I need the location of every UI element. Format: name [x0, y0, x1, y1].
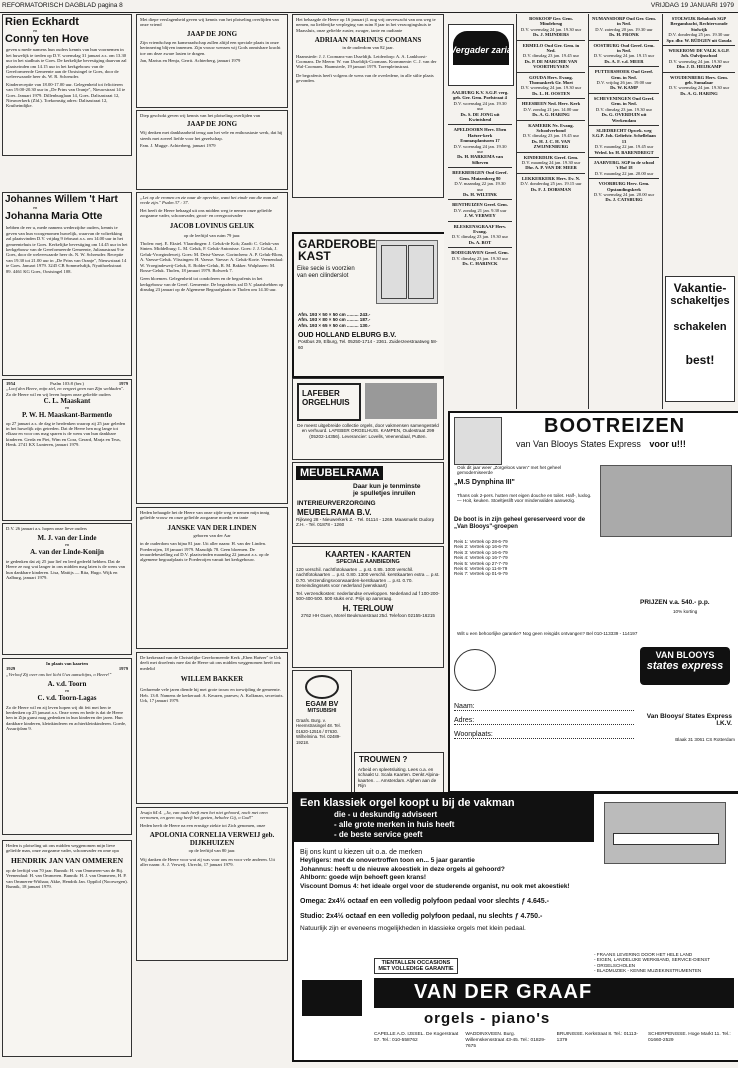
obituary-verweij — [136, 807, 288, 961]
ad-garderobe — [292, 232, 444, 378]
boat-note: De boot is in zijn geheel gereserveerd voor de „Van Blooys"-groepen — [454, 517, 586, 530]
word-en: en — [64, 405, 70, 411]
meeting-time: D.V. dinsdag 23 jan. 19.45 uur — [522, 53, 580, 59]
separator — [589, 178, 659, 179]
ad-title: BOOTREIZEN — [544, 415, 686, 437]
price: PRIJZEN v.a. 540.- p.p. — [640, 599, 710, 606]
meeting-time: D.V. donderdag 25 jan. 19.15 uur — [520, 181, 582, 187]
body: geven u mede namens hun ouders kennis van hun voornemen in het huwelijk te treden op D.V. woensdag 31 januari a.s. om 13.30 uur in het stadhuis te Goes. De kerkelijke bevestiging daarvan zal plaatsvinden om 14.15 uur in het kerkgebouw van de Gereformeerde Gemeente aan de Oostsingel te Goes, door de weleerwaarde heer ds. W. R. Schreuder. — [6, 47, 127, 80]
meeting-speaker: Spr. dhr. W. BÜDGEN uit Gouda — [666, 37, 732, 43]
word-en: en — [64, 688, 70, 694]
separator — [589, 93, 659, 94]
trip-row: Reis 4: Vertrek op 16-7-79 — [454, 555, 508, 561]
info: Wilt u een behoorlijke garantie? Nog geen reisgids ontvangen? Bel 010-113339 - 114197 — [457, 631, 638, 636]
verse: „Loof den Heere, mijn ziel, en vergeet geen van Zijn weldaden". — [6, 386, 125, 392]
separator — [663, 72, 735, 73]
person-2: A. van der Linde-Konijn — [30, 547, 104, 556]
meeting-time: D.V. zondag 21 jan. 14.00 uur — [523, 106, 579, 112]
family-list: Tholen: mej. E. Ekstel. Vlaardingen: J. Geluk-de Kok; Zaadt: C. Geluk-van Sinten. Middelburg: L. M. Geluk, F. Geluk-Antonisse. Goes: J. J. Geluk, J. Geluk-Vroegindeweij. Goes: M. Deist-Vaesse. Gorinchem: A. P. Geluk-Blom, A. Vaesse-Geluk. Vlissingen: H. Vaesse. Vaesse: A. Geluk-Korte. Veenendaal: W. Vroegindeweij-Geluk, E. Bolder-Geluk, R. M. Bakker. Walpharen: M. Bosse-Geluk. Tholen, 18 januari 1979. Bolwerk 7. — [140, 241, 284, 274]
meeting-speaker: Ds. F. J. DOBSMAN — [530, 186, 572, 192]
meeting-time: D.V. woensdag 24 jan. 19.30 uur — [668, 85, 730, 91]
list-line-3: Johannus: heeft u de nieuwe akoestiek in deze orgels al gehoord? — [300, 865, 505, 873]
meeting-title: AALBURG K.V. S.G.P. verg. geb. Ger. Gem. Poelstraat 4 — [451, 90, 509, 101]
header-left: REFORMATORISCH DAGBLAD pagina 8 — [2, 2, 123, 9]
price-list — [298, 312, 440, 350]
vakantie-line-1: Vakantie- — [673, 281, 727, 295]
meeting-title: APELDOORN Herv. Eben Haëzer-kerk Emmasplantsoen 17 — [453, 127, 507, 144]
deceased-name: JAAP DE JONG — [186, 29, 238, 38]
headline-banner — [294, 794, 594, 842]
ad-subtitle: SPECIALE AANBIEDING — [336, 559, 400, 565]
ship-image — [600, 465, 732, 537]
meeting-list — [589, 16, 659, 203]
meeting-title: BOSKOOP Ger. Gem. Mindebrug — [529, 16, 573, 27]
separator — [517, 98, 585, 99]
store-address: BRUINISSE. Kerkstraat 8. Tel.: 01113-1379 — [556, 1032, 638, 1043]
ad-van-der-graaf — [292, 792, 738, 1062]
organ-image — [604, 802, 726, 864]
service-4: - BLADMUZIEK - KENNE MUZIEKINSTRUMENTEN — [594, 968, 702, 974]
body: op de leeftijd van 70 jaar. Bunnik: H. van Ommeren-van de Bij. Veenendaal: H. van Ommeren. Bunnik: H. J. van Ommeren, H. P. van Ommeren-Withaar, Akke, Hendrik Jan. Oppilol (Noorwegen). Bunnik, 18 januari 1979. — [6, 867, 128, 890]
meeting-speaker: Ds. G. OVERDUIN uit Werkendam — [601, 112, 647, 123]
vakantie-box — [665, 276, 735, 402]
meeting-speaker: Dhr. A. P. VAN DE MEER — [525, 165, 577, 171]
meeting-time: D.V. maandag 22 jan. 19.30 uur — [454, 181, 506, 192]
name-2: Conny ten Hove — [5, 33, 89, 46]
meeting-time: D.V. woensdag 24 jan. 19.30 uur — [668, 58, 730, 64]
year-to: 1979 — [118, 666, 128, 672]
address: Graafs. Burg. v. Heemstrasingel 48. Tel. 01620-12516 / 07630. Wilhelmina. Tel. 02489-19218. — [296, 718, 341, 745]
person-2: C. v.d. Toorn-Lagas — [37, 693, 97, 702]
list-line-7: Studio: 2x4½ octaaf en een volledig polyfoon pedaal, nu slechts ƒ 4.750.- — [300, 913, 543, 920]
meeting-title: SLIEDRECHT Opwek. weg S.G.P. Joh. Geliefstr. Schellelaan 13 — [592, 127, 656, 144]
word-en: en — [64, 542, 70, 548]
reception: Kinderreceptie van 18.00-17.00 uur. Gelegenheid tot feliciteren van 19.00-20.30 uur in „De Prins van Oranje", Nieuwstraat 14 te Goes. Januari 1979. Dillenburglaan 14, Goes. Dalisastraat 12, Nieuwerkerk (Zld.). Toekomstig adres: Dalisastraat 12, Kruiheindijke. — [6, 81, 126, 109]
headline-3: - alle grote merken in huis heeft — [334, 820, 455, 829]
column-7 — [662, 14, 737, 409]
meeting-time: D.V. maandag 24 jan. 19.30 uur — [521, 159, 581, 165]
body: Wij danken de Heere voor wat zij was voor ons en voor vele anderen. Uit aller naam: A. J. Verweij. Utrecht, 17 januari 1979. — [140, 856, 275, 868]
ad-kaarten — [292, 546, 444, 668]
meeting-title: GOUDA Herv. Evang. Thomaskerk Gr. Moet — [529, 74, 573, 86]
meeting-speaker: Ds. W. KAMP — [610, 85, 638, 91]
service-2: - EIGEN, LANDELIJKE WERKBAND, SERVICE-DIENST — [594, 957, 711, 963]
meeting-time: D.V. woensdag 24 jan. 19.30 uur — [520, 26, 582, 32]
name-1: Johannes Willem 't Hart — [5, 194, 118, 205]
signature: Fam. J. Mugge. Achterberg, januari 1979 — [140, 143, 216, 149]
intro: Heden is plotseling uit ons midden weggenomen mijn lieve geliefde man, onze zorgzame vader, schoonvader en ome opa — [6, 843, 119, 854]
meeting-title: VOORBURG Herv. Gem. Opstandingskerk — [598, 181, 650, 192]
meeting-time: D.V. maandag 22 jan. 20.00 uur — [594, 170, 654, 176]
meeting-list — [517, 16, 585, 192]
ad-company: OUD HOLLAND ELBURG B.V. — [298, 332, 397, 340]
meeting-title: BLESKENSGRAAF Herv. Evang. — [453, 223, 507, 234]
ad-address: Postbus 29, Elburg, Tel. 05250-1714 - 2361. Zuiderzeestraatweg 58-60 — [298, 339, 438, 350]
separator — [517, 40, 585, 41]
ad-bootreizen — [448, 411, 738, 793]
meeting-list — [448, 90, 512, 266]
column-1 — [2, 14, 132, 1064]
column-4 — [448, 14, 514, 409]
separator — [448, 167, 512, 168]
person-1: C. L. Maaskant — [43, 397, 91, 406]
meeting-title: BODEGRAVEN Geref. Gem. — [451, 250, 509, 256]
separator — [448, 199, 512, 200]
meeting-time: D.V. woensdag 24 jan. 19.15 uur — [593, 53, 655, 59]
meeting-speaker: J. W. VERWEY — [464, 213, 496, 219]
body: De begrafenis heeft volgens de wens van de overledene, in alle stilte plaats gevonden. — [296, 72, 434, 84]
ad-body: Eike secie is voorzien van een cilinderslot — [297, 266, 355, 279]
meeting-title: SCHEVENINGEN Oud Geref. Gem. in Ned. — [593, 95, 655, 107]
trip-row: Reis 2: Vertrek op 16-6-79 — [454, 544, 508, 550]
lafeber-logo — [297, 383, 361, 421]
discount: 10% korting — [673, 609, 698, 614]
vakantie-line-4: best! — [685, 353, 715, 367]
meeting-title: ERMELO Oud Ger. Gem. in Ned. — [522, 42, 580, 54]
anniversary-van-der-linde — [2, 523, 132, 655]
deceased-name: JANSKE VAN DER LINDEN — [167, 523, 257, 532]
trip-row: Reis 3: Vertrek op 16-6-79 — [454, 549, 508, 555]
ad-body: De meest uitgebreide collectie orgels, door vakmensen samengesteld en verhuurd. LAFEBER ORGELHUIS. KAMPEN, Oudestraat 299 (05202-14356). Leverancier: Lovells, Veenendaal, Putten. — [297, 423, 439, 439]
separator — [517, 152, 585, 153]
trip-row: Reis 7: Vertrek op 01-9-79 — [454, 571, 508, 577]
egam-logo-icon — [305, 675, 339, 699]
body: Wij denken met dankbaarheid terug aan het vele en enthousiaste werk, dat hij steeds met zoveel liefde voor het gezelschap. — [140, 130, 283, 141]
meeting-title: PUTTERSHOEK Oud Geref. Gem. in Ned. — [594, 69, 654, 80]
ad-foot: Tel. verzendkosten: nederlandse enveloppen. Nederland ad f 100-200-500-400-500. 500 stuks enz. Prijs op aanvraag. — [296, 590, 440, 602]
separator — [448, 221, 512, 222]
obituary-van-der-linden — [136, 507, 288, 649]
deceased-name: ADRIAAN MARINUS COOMANS — [314, 36, 422, 45]
ad-title: MEUBELRAMA — [296, 466, 383, 480]
meeting-time: D.V. woensdag 24 jan. 20.00 uur — [593, 191, 655, 197]
meeting-time: D.V. zondag 21 jan. 9.30 uur — [453, 207, 507, 213]
person-1: A. v.d. Toorn — [47, 680, 87, 689]
reisbureau-logo — [454, 649, 496, 691]
verse: „Let op de vromen en zie naar de oprechte, want het einde van die man zal vrede zijn." Psalm 37 : 37. — [140, 195, 278, 206]
trip-row: Reis 6: Vertrek op 11-8-79 — [454, 566, 508, 572]
price-row-3: Afm. 193 × 65 × 50 cm ......... 130.- — [298, 322, 371, 328]
intro: Heden heeft de Heere na een ernstige ziekte tot Zich genomen, onze — [140, 822, 266, 828]
meeting-speaker: Ds. J. MIJNDERS — [533, 32, 569, 38]
tagline-1: Daar kun je tenminste — [353, 483, 421, 490]
meeting-title: WEKEROM/ DE VALK S.G.P. Joh. Oalvijnschool — [668, 48, 730, 59]
ad-egam — [292, 670, 352, 800]
store-address: WADDINXVEEN. Burg. Willemskensstraat 43-45. Tel.: 01829-7675 — [465, 1032, 546, 1049]
ad-body: 120 verschil. nachtfotokaarten ... p.st. 0.85. 1000 verschil. nachtfotokaarten ... p.st. 0.80. 1300 verschil. kerstkaarten extra ... p.st. 0.70. Verzendingsvoorwaarden-kerstkaarten ... p.st. 0.70. Eeneindingssets voor nederland (wenskaart) — [296, 567, 440, 589]
meeting-speaker: Ds. A. G. HARING — [532, 112, 570, 118]
meeting-time: D.V. woensdag 24 jan. 19.30 uur — [520, 85, 582, 91]
announcement-eckhardt — [2, 14, 132, 156]
ad-title: TROUWEN ? — [359, 755, 408, 764]
separator — [663, 45, 735, 46]
meeting-time: D.V. dinsdag 23 jan. 19.45 uur — [522, 133, 580, 139]
year-to: 1979 — [118, 381, 128, 386]
meeting-speaker: Dhr. J. D. HEIJKAMP — [676, 64, 722, 70]
anniversary-toorn — [2, 658, 132, 835]
intro: Zo de Heere wil en wij leven hopen onze geliefde ouders — [6, 391, 111, 397]
van-der-graaf-logo — [302, 980, 362, 1016]
meeting-time: D.V. zaterdag 20 jan. 19.30 uur — [595, 26, 653, 32]
headline-4: - de beste service geeft — [334, 830, 423, 839]
deceased-name: APOLONIA CORNELIA VERWEIJ geb. DIJKHUIZEN — [149, 831, 275, 848]
ad-lafeber — [292, 378, 444, 460]
column-6 — [588, 14, 661, 409]
meeting-title: NUMANSDORP Oud Ger. Gem. in Ned. — [592, 16, 657, 27]
ad-title: GARDEROBE KAST — [298, 237, 377, 263]
name-field[interactable]: Naam: — [454, 703, 634, 711]
organ-image — [365, 383, 437, 419]
meeting-list — [663, 16, 735, 96]
list-line-4: Ahlborn: goede wijn behoeft geen krans! — [300, 874, 427, 881]
headline-1: Een klassiek orgel koopt u bij de vakman — [300, 797, 515, 809]
logo-text: VAN BLOOYS — [655, 650, 715, 660]
arrangements: Geen bloemen. Gelegenheid tot condoleren en de begrafenis in het kerkgebouw van de Geref. Gemeente. De begrafenis zal D.V. plaatshebben op dinsdag 23 januari op de Algemene Begraafplaats te Tholen om 14.30 uur. — [140, 276, 284, 293]
service-1: - FRAANS LEVERING DOOR HET HELE LAND — [594, 952, 693, 957]
meeting-title: KINDERDIJK Geref. Gem. — [523, 154, 579, 160]
intro: De kerkeraad van de Christelijke Gereformeerde Kerk „Eben Haëzer" te Urk deelt met droefenis mee dat de Heere uit ons midden weggenomen heeft ons medelid — [140, 655, 282, 671]
address: Rijkweg 28 - Nieuwerkerk Z. - Tel. 01114 - 1269. Maasmarkt Oudorp Z.H. - Tel. 01878 - 1260 — [296, 517, 435, 528]
age: op de leeftijd van 80 jaar. — [188, 848, 236, 854]
obituary-geluk — [136, 192, 288, 504]
column-5 — [516, 14, 587, 409]
address-row — [374, 1032, 734, 1049]
signature: Jan, Marius en Henja, Gerrit. Achterberg, januari 1979 — [140, 58, 241, 64]
body: te gedenken dat zij 25 jaar lief en leed gedeeld hebben. Dat de Heere ze nog wat langer in ons midden mag laten is de wens van hun dankbare kinderen. Lisa, Mattijs — Rita, Hugo. Wijk en Aalburg, januari 1979. — [6, 558, 126, 581]
body: hebben de eer u, mede namens wederzijdse ouders, kennis te geven van hun voorgenomen huwelijk, waarvan de voltrekking zal plaatsvinden D.V. vrijdag 9 februari a.s. om 14.00 uur in het gemeentehuis te Goes. Kerkelijke bevestiging om 14.45 uur in het kerkgebouw van de Gereformeerde Gemeente, Julianastraat 9 te Goes, door de weleerwaarde heer ds. N. W. Schreuder. Receptie van 19.30 tot 21.00 uur in „De Prins van Oranje", Nieuwstraat 14 te Goes. Januari 1979. 3245 CB Sommelsdijk, Nyatthoekstraat 89. 4461 KG Goes, Oostsingel 108. — [6, 225, 128, 274]
meeting-title: LEKKERKERK Herv. Ev. N. — [521, 175, 581, 181]
age: op de leeftijd van ruim 79 jaar. — [183, 232, 241, 238]
word-en: en — [33, 28, 38, 33]
deceased-name: JACOB LOVINUS GELUK — [169, 221, 255, 230]
separator — [589, 40, 659, 41]
family-list: Haamstede: J. J. Coomans-van IJsseldijk. Leiderdorp: A. A. Lankhorst-Coomans. De Meern: W. van IJsseldijk-Coomans. Krommenie: C. J. van der Wal-Coomans. Haamstede, 19 januari 1979. Torenpleinstraat. — [296, 53, 437, 70]
obituary-bakker — [136, 652, 288, 804]
meeting-time: D.V. donderdag 25 jan. 19.30 uur — [668, 32, 730, 38]
store-address: CAPELLE A.D. IJSSEL. De Kogerstraat 57. Tel.: 010-558762 — [374, 1032, 459, 1043]
meeting-title: JAARVERG. SGP in de school 't Hof 18 — [593, 159, 655, 171]
intro: Het behaagde de Heere op 16 januari jl. nog vrij onverwacht van ons weg te nemen, na liefderijke verpleging van ruim 8 jaar in het verzorgingshuis te Maassluis, onze geliefde zuster, zwager, tante en oudtante — [296, 17, 436, 33]
separator — [589, 125, 659, 126]
ad-body: Arbeid en spleetsluiting. Lees o.a. en schaakt U. Scala Kaarten. Denkt Alpina-kaarten. ... Amsterdam. Alphen aan de Rijn — [358, 767, 440, 789]
ad-subtitle: MITSUBISHI — [307, 708, 337, 714]
person-1: M. J. van der Linde — [37, 534, 97, 543]
meeting-time: D.V. vrijdag 26 jan. 19.00 uur — [596, 80, 652, 86]
meeting-time: D.V. woensdag 24 jan. 19.30 uur — [453, 100, 507, 112]
meeting-speaker: Ds. A. F. v.d. MEER — [604, 58, 644, 64]
meeting-speaker: Ds. A. G. HARING — [680, 90, 718, 96]
meeting-title: WOUDENBERG Herv. Gem. geb. Sumalaar — [670, 74, 728, 86]
company-name: H. TERLOUW — [342, 604, 394, 614]
announcement-t-hart — [2, 192, 132, 376]
title: D.V. 26 januari a.s. hopen onze lieve ouders — [6, 526, 87, 531]
separator — [448, 124, 512, 125]
verse: Jesaja 64:4. „Ja, van ouds heeft men het niet gehoord, noch met oren vernomen, en geen oog heeft het gezien, behalve Gij, o God!" — [140, 810, 268, 821]
meeting-title: BENTHUIZEN Geref. Gem. — [452, 202, 508, 208]
meeting-speaker: Ds. J. CATSBURG — [605, 197, 643, 203]
separator — [448, 247, 512, 248]
meeting-speaker: Ds. C. HARINCK — [462, 260, 498, 266]
page-header — [0, 2, 738, 13]
wardrobe-image — [376, 240, 438, 304]
address: 2762 HH Guen, Morel Beukmanstraat 25d. Telefoon 02155-16215 — [301, 613, 435, 619]
occasions-badge: TIENTALLEN OCCASIONS MET VOLLEDIGE GARANTIE — [374, 958, 458, 974]
meeting-speaker: Ds. H. HARKEMA van Silbeven — [457, 154, 503, 165]
verse: „Verloof Zij over ons het licht Uws aanschijns, o Heere!" — [6, 671, 112, 677]
vergaderingen-logo — [448, 24, 514, 86]
subtitle-row — [516, 439, 686, 449]
vakantie-line-3: schakelen — [673, 321, 727, 333]
meeting-time: D.V. maandag 22 jan. 19.45 uur — [594, 144, 654, 150]
meeting-time: D.V. dinsdag 23 jan. 19.30 uur — [451, 255, 509, 261]
psalm: Psalm 103:8 (ber.) — [50, 381, 84, 386]
meeting-title: BEEKBERGEN Oud Geref. Gem. Muizenberg 80 — [452, 170, 508, 181]
ad-title: LAFEBER ORGELHUIS — [302, 389, 350, 407]
store-address: SCHERPENISSE. Hoge Markt 11. Tel.: 01660-2529 — [647, 1032, 731, 1043]
body: Zo de Heere wil en zij leven hopen wij dit feit met hen te herdenken op 25 januari a.s. Onze wens en bede is dat de Heere hen in Zijn gunst mag gedenken in hun kinderen der jaren. Hun dankbare kinderen, kleinkinderen en achterkleinkinderen. Goede, Assurijdam 9. — [6, 704, 127, 732]
van-blooys-logo — [640, 647, 730, 685]
body: Gedurende vele jaren diende hij met grote trouw en toewijding de gemeente. Heb. 13:8. Namens de kerkeraad: A. Keuzen, praeses; A. Kolkman, secretaris. Urk, 17 januari 1979. — [140, 687, 284, 704]
meeting-time: D.V. woensdag 24 jan. 19.30 uur — [453, 143, 507, 155]
meeting-speaker: Ds. A. BOT — [468, 239, 492, 245]
meeting-title: OOSTBURG Oud Geref. Gem. in Ned. — [593, 42, 655, 54]
ad-title: KAARTEN - KAARTEN — [325, 550, 411, 559]
address-field[interactable]: Adres: — [454, 717, 634, 725]
meeting-speaker: Ds. L. H. OOSTEN — [532, 90, 570, 96]
obituary-jaap-de-jong-1 — [136, 14, 288, 108]
vakantie-line-2: schakeltjes — [670, 295, 730, 307]
ship-logo — [454, 417, 502, 465]
meeting-time: D.V. dinsdag 23 jan. 19.30 uur — [451, 234, 509, 240]
ship-name: „M.S Dynphina III" — [454, 479, 515, 486]
ad-meubelrama — [292, 462, 444, 544]
deceased-name: HENDRIK JAN VAN OMMEREN — [10, 855, 124, 865]
intro: Met diepe verslagenheid geven wij kennis van het plotseling overlijden van onze vriend — [140, 17, 279, 28]
brand-tagline: orgels - piano's — [424, 1010, 551, 1027]
body: in de ouderdom van bijna 81 jaar. Uit aller naam: H. van der Linden. Poederoijen, 18 januari 1979. Maasdijk 78. Geen bloemen. De teraardebestelling zal D.V. plaatsvinden maandag 22 januari a.s. op de algemene begraafplaats te Poederoijen vanuit het kerkgebouw. — [140, 541, 269, 563]
meeting-speaker: Weled. br. H. BARENDREGT — [594, 149, 654, 155]
meeting-speaker: Ds. H. J. C. H. VAN ZWIJNENBURG — [531, 138, 571, 150]
column-2 — [136, 14, 288, 1064]
brand-list — [300, 848, 600, 934]
list-line-2: Heyligers: met de onovertroffen toon en... 5 jaar garantie — [300, 857, 475, 864]
brand-banner — [374, 978, 734, 1008]
headline-2: die - u deskundig adviseert — [334, 810, 438, 819]
anniversary-maaskant — [2, 379, 132, 521]
header-right: VRIJDAG 19 JANUARI 1979 — [650, 2, 734, 9]
person-2: P. W. H. Maaskant-Barmentlo — [22, 410, 112, 419]
list-line-6: Omega: 2x4½ octaaf en een volledig polyfoon pedaal voor slechts ƒ 4.645.- — [300, 898, 549, 905]
intro: Heden behaagde het de Heere van onze zijde weg te nemen mijn innig geliefde vrouw en onze geliefde zorgzame moeder en tante — [140, 510, 270, 521]
subtitle: INTERIEURVERZORGING — [297, 500, 376, 507]
deceased-name: WILLEM BAKKER — [180, 675, 244, 684]
ad-subtitle: van Van Blooys States Express — [516, 439, 641, 449]
obituary-coomans — [292, 14, 444, 198]
deceased-name: JAAP DE JONG — [186, 120, 238, 129]
obituary-van-ommeren — [2, 840, 132, 1057]
separator — [517, 173, 585, 174]
body: op 27 januari a.s. de dag te herdenken waarop zij 25 jaar geleden in het huwelijk zijn getreden. Dat de Heere hen nog lange tot elkaar en voor ons mag sparen is de wens van hun dankbare kinderen. Gerda en Piet, Wim en Cora, Gerard, Marja en Teus, Henk. 2741 KX Lunteren, januari 1979. — [6, 420, 126, 448]
logo-text: Vergader zaria — [450, 45, 512, 55]
title: In plaats van kaarten — [46, 661, 88, 666]
year-from: 1929 — [6, 666, 16, 672]
service-3: - ORGELSCHOLEN — [594, 962, 636, 968]
meeting-title: STOLWIJK Rehoboth SGP Bergambacht, Rechterwoude Stolwijk — [670, 16, 728, 32]
meeting-speaker: Ds. H. FRONK — [609, 32, 639, 38]
trip-row: Reis 1: Vertrek op 28-6-79 — [454, 539, 508, 544]
word-en: en — [33, 205, 38, 210]
ad-subtitle-2: voor u!!! — [649, 439, 686, 449]
list-line-8: Natuurlijk zijn er eveneens mogelijkheden in klassieke orgels met klein pedaal. — [300, 925, 526, 932]
sender-address: Blaak 31 3061 CS Rotterdam — [675, 737, 735, 742]
body: Zijn vriendschap en kameraadschap zullen altijd een speciale plaats in onze herinnering blijven innemen. Zijn vrouw wensen wij Gods onmisbare kracht toe om deze zware lasten te dragen. — [140, 39, 281, 56]
meeting-speaker: Ds. S. DE JONG uit Kwintsheul — [460, 111, 500, 123]
maiden-name: geboren van der Aar — [193, 532, 231, 538]
name-2: Johanna Maria Otte — [5, 210, 103, 223]
ad-title: EGAM BV — [305, 701, 339, 708]
trip-row: Reis 5: Vertrek op 27-7-79 — [454, 560, 508, 566]
company-name: MEUBELRAMA B.V. — [297, 508, 372, 517]
list-line-1: Bij ons kunt u kiezen uit o.a. de merken — [300, 849, 423, 856]
list-line-5: Viscount Domus 4: het ideale orgel voor de studerende organist, nu ook met akoestiek! — [300, 882, 570, 890]
coupon-form — [454, 703, 634, 739]
service-list — [594, 952, 734, 974]
name-1: Rien Eckhardt — [5, 16, 79, 28]
intro: Ook dit jaar weer „Zorgeloos varen" met het geheel gemoderniseerde — [457, 465, 562, 476]
brand-name: VAN DER GRAAF — [414, 981, 593, 1003]
ad-body: Thans ook 2-pers. hutten met eigen douche en toilet. Half-, luxlog. — Hoit, keuken. Stoeltjeslift voor mindervaliden aanwezig. — [457, 493, 592, 504]
separator — [589, 157, 659, 158]
obituary-jaap-de-jong-2 — [136, 110, 288, 190]
meeting-speaker: Ds. H. WILTINK — [463, 191, 497, 197]
intro: Het heeft de Heere behaagd uit ons midden weg te nemen onze geliefde zorgzame vader, schoonvader, groot- en overgrootvader — [140, 207, 272, 219]
trip-list — [454, 539, 730, 577]
sender-name: Van Blooys/ States Express I.K.V. — [646, 713, 732, 727]
meeting-time: D.V. dinsdag 23 jan. 19.30 uur — [595, 106, 653, 112]
tagline-2: je spulletjes inruilen — [353, 490, 416, 497]
meeting-title: HEESBEEN Ned. Herv. Kerk — [521, 101, 581, 107]
intro: Diep geschokt geven wij kennis van het plotseling overlijden van — [140, 113, 261, 118]
logo-text-2: states express — [646, 660, 724, 672]
separator — [589, 66, 659, 67]
age: in de ouderdom van 82 jaar. — [342, 45, 394, 51]
price-row-2: Afm. 193 × 80 × 50 cm ......... 187.- — [298, 317, 371, 323]
separator — [517, 120, 585, 121]
price-row-1: Afm. 193 × 50 × 50 cm ......... 243.- — [298, 312, 371, 317]
meeting-title: KAMERIK Nv. Evang. Schoolverbond — [528, 122, 574, 133]
year-from: 1954 — [6, 381, 16, 386]
separator — [517, 72, 585, 73]
meeting-speaker: Ds. P. DE MARCHIE VAN VOORTHUYSEN — [524, 58, 578, 70]
city-field[interactable]: Woonplaats: — [454, 731, 634, 739]
